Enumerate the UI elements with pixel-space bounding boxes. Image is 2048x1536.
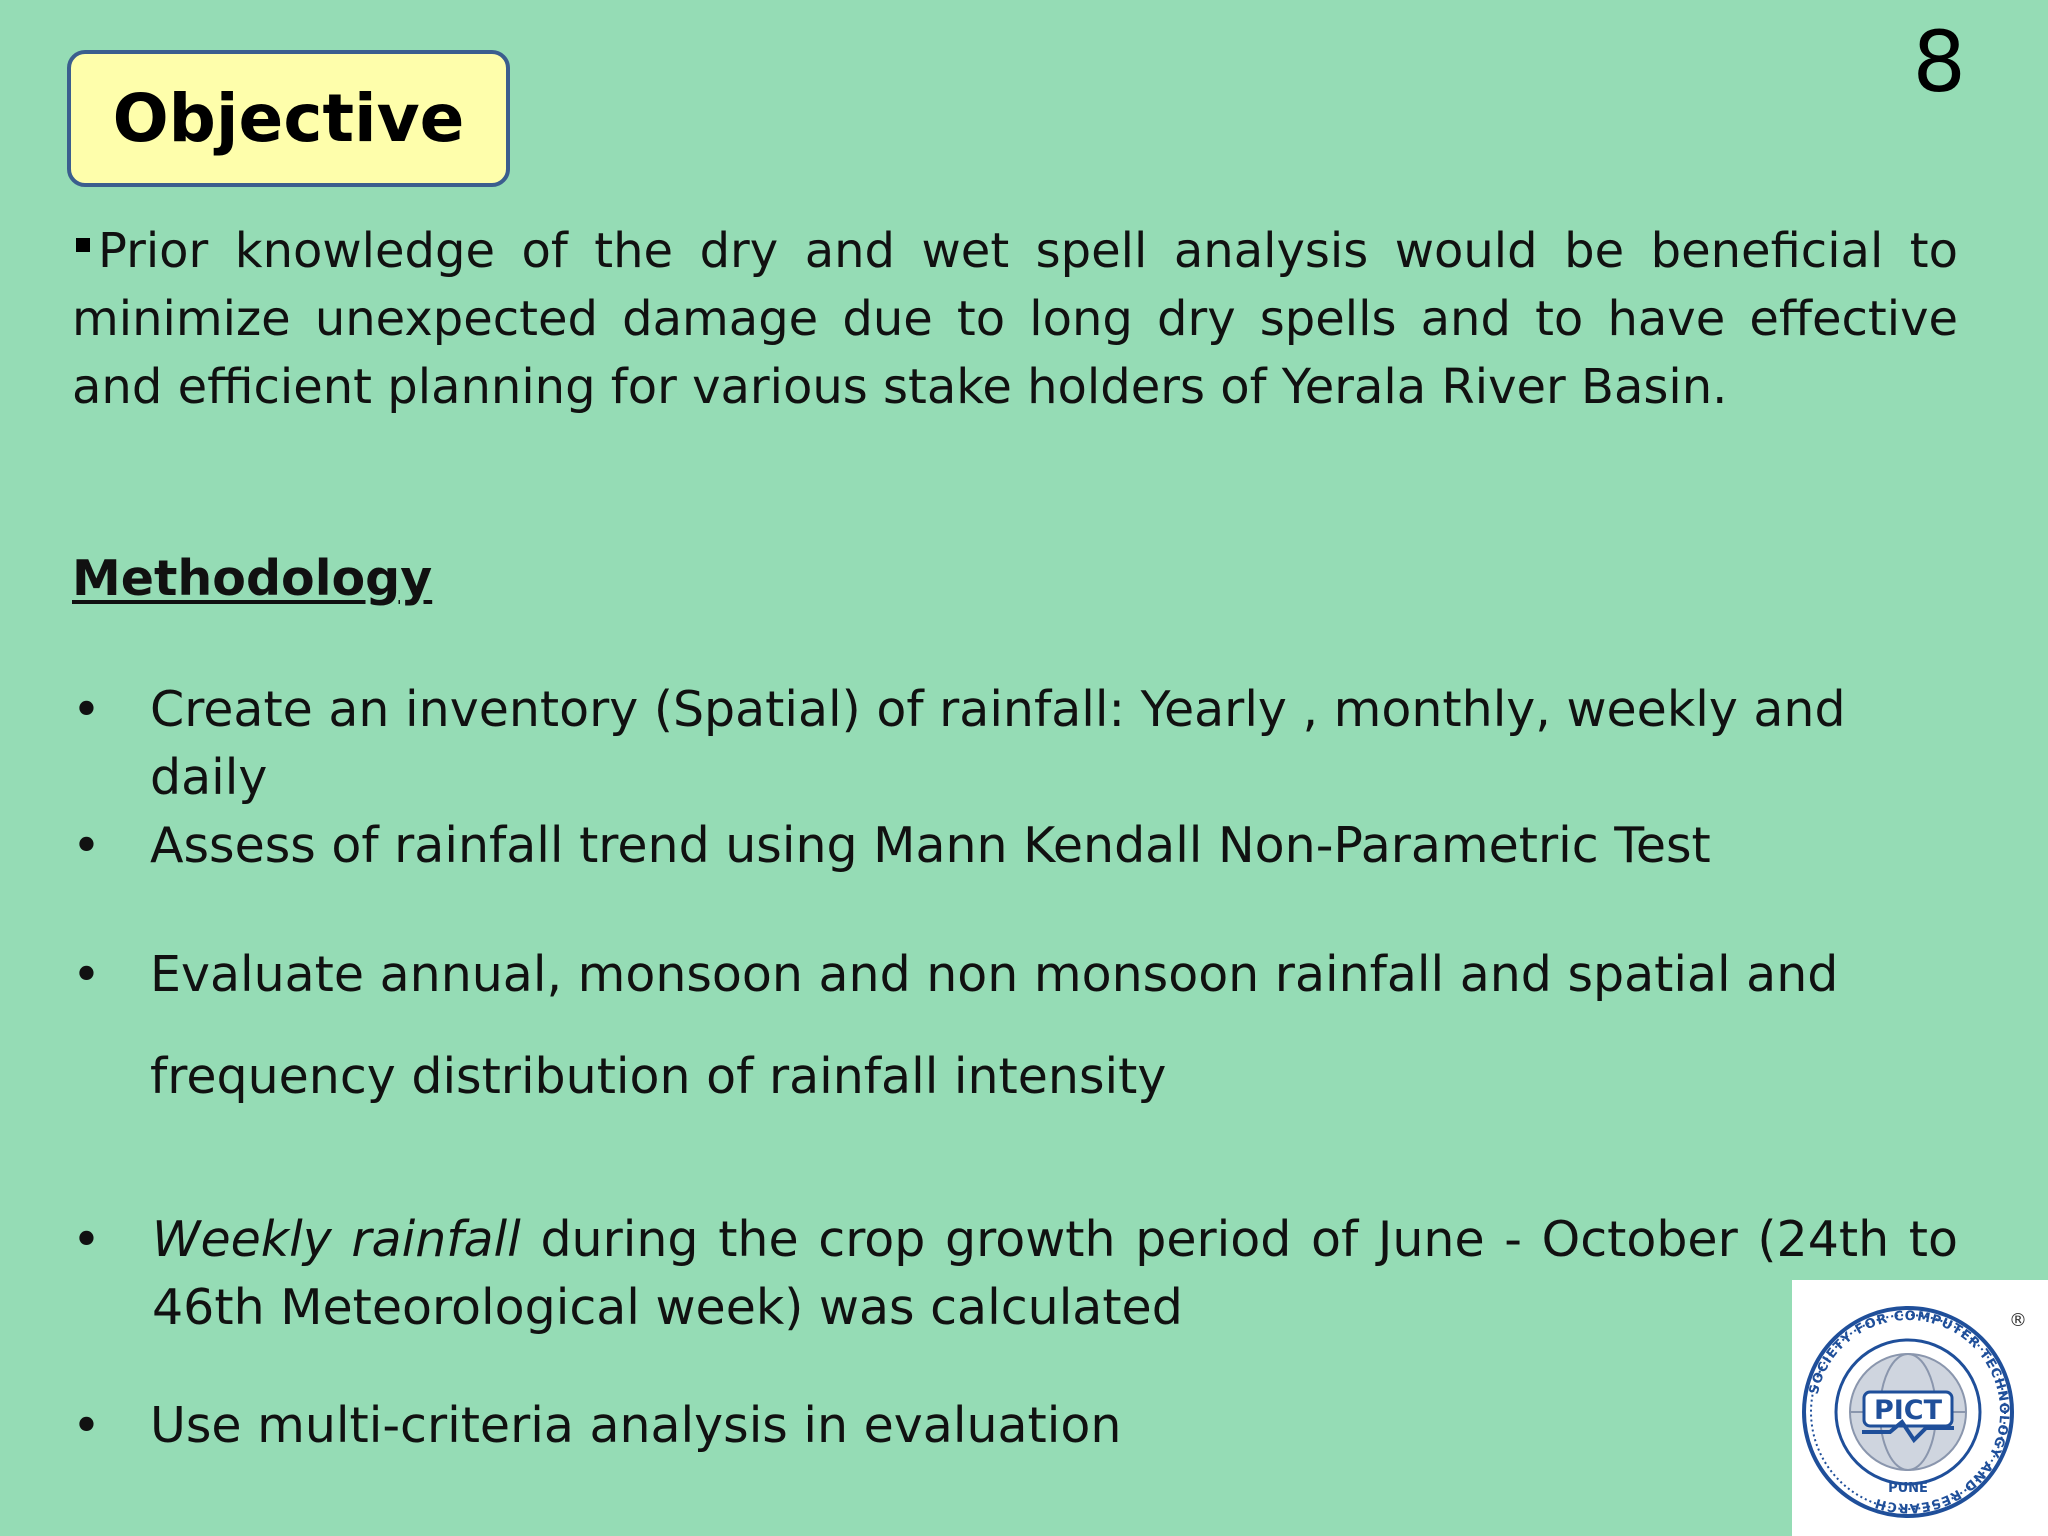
bullet-icon: • (72, 681, 101, 738)
objective-paragraph (72, 217, 1958, 421)
page-number: 8 (1912, 13, 1966, 111)
bullet-icon: • (72, 946, 101, 1003)
registered-mark: ® (2009, 1310, 2027, 1331)
methodology-item-line: Evaluate annual, monsoon and non monsoon rainfall and spatial and (150, 946, 1839, 1003)
methodology-item-text: Use multi-criteria analysis in evaluation (150, 1397, 1122, 1454)
methodology-heading: Methodology (72, 550, 433, 607)
square-bullet-icon (76, 238, 90, 252)
methodology-item-text (150, 924, 1958, 1128)
methodology-item-text: Create an inventory (Spatial) of rainfall: Yearly , monthly, weekly and daily (150, 681, 1846, 806)
methodology-item-rest: during the crop growth period of June - October (24th to 46th Meteorological week) was calculated (152, 1211, 1958, 1336)
slide-title: Objective (112, 80, 465, 157)
bullet-icon: • (72, 1211, 101, 1268)
logo-ring-text: SOCIETY FOR COMPUTER TECHNOLOGY AND RESEARCH (1806, 1308, 2012, 1516)
title-box (67, 50, 510, 187)
bullet-icon: • (72, 1397, 101, 1454)
methodology-item-line: frequency distribution of rainfall intensity (150, 1048, 1167, 1105)
pict-logo (1792, 1280, 2048, 1536)
bullet-icon: • (72, 817, 101, 874)
pict-logo-icon (1792, 1280, 2048, 1536)
methodology-item-text: Assess of rainfall trend using Mann Kendall Non-Parametric Test (150, 817, 1711, 874)
objective-text: Prior knowledge of the dry and wet spell analysis would be beneficial to minimize unexpected damage due to long dry spells and to have effective and efficient planning for various stake holders of Yerala River Basin. (72, 223, 1958, 415)
logo-center-text: PICT (1873, 1395, 1943, 1426)
methodology-item-text (152, 1206, 1958, 1342)
emphasized-text: Weekly rainfall (152, 1211, 521, 1268)
logo-bottom-text: PUNE (1888, 1481, 1928, 1496)
